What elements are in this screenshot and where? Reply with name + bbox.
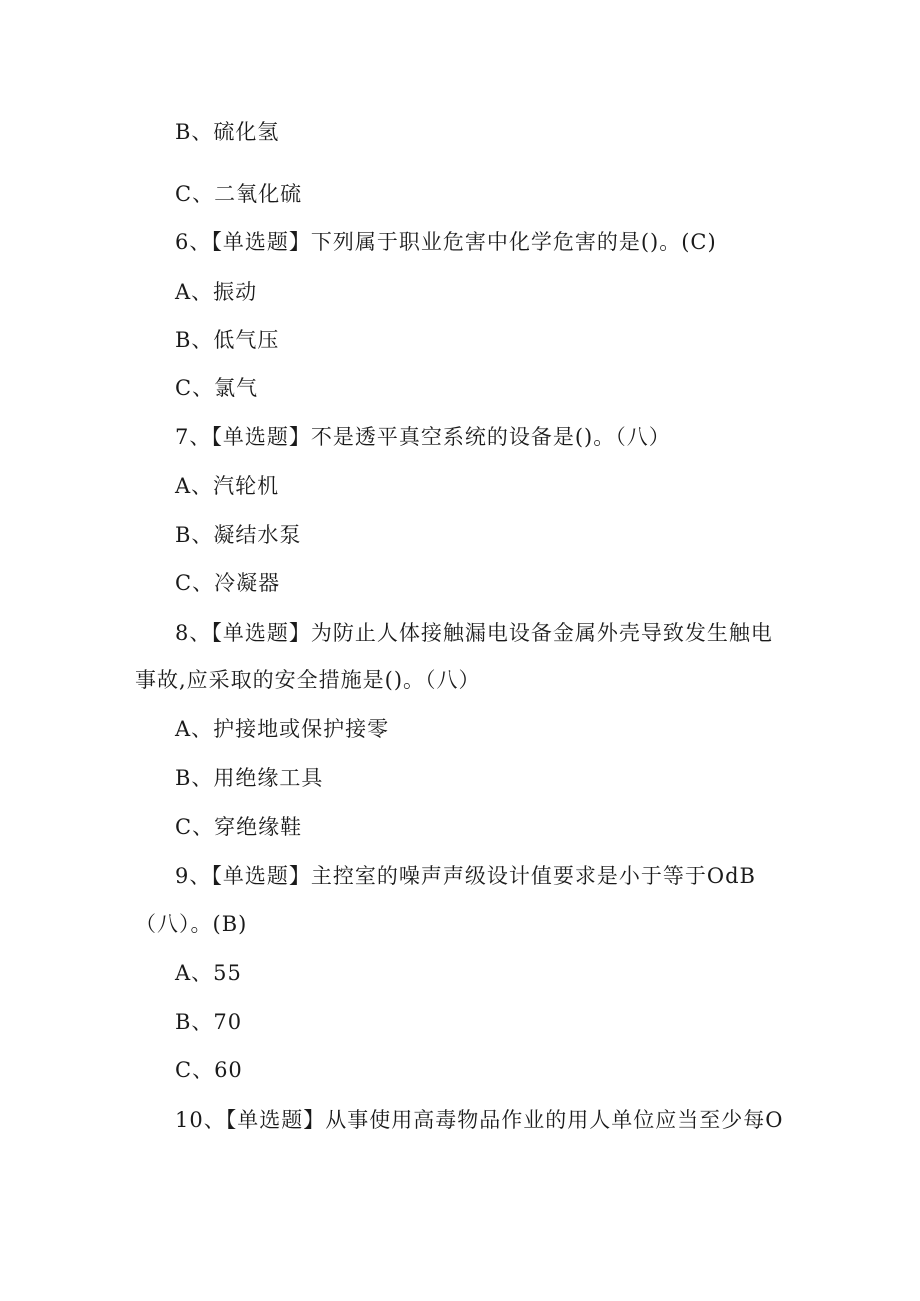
question-7: 7、【单选题】不是透平真空系统的设备是()。（八） (175, 425, 671, 449)
question-9-continuation: （八）。(B) (135, 912, 248, 936)
question-8-continuation: 事故,应采取的安全措施是()。（八） (135, 668, 481, 692)
question-10: 10、【单选题】从事使用高毒物品作业的用人单位应当至少每O (175, 1108, 784, 1132)
question-6: 6、【单选题】下列属于职业危害中化学危害的是()。(C) (175, 230, 717, 254)
question-9: 9、【单选题】主控室的噪声声级设计值要求是小于等于OdB (175, 864, 756, 888)
option-b-q7: B、凝结水泵 (175, 523, 302, 547)
option-a-q7: A、汽轮机 (175, 474, 280, 498)
option-a-q6: A、振动 (175, 280, 258, 304)
option-c-q7: C、冷凝器 (175, 571, 281, 595)
option-a-q8: A、护接地或保护接零 (175, 717, 390, 741)
option-c-q8: C、穿绝缘鞋 (175, 815, 303, 839)
question-8: 8、【单选题】为防止人体接触漏电设备金属外壳导致发生触电 (175, 621, 773, 645)
option-b-q8: B、用绝缘工具 (175, 766, 324, 790)
option-c-q9: C、60 (175, 1058, 243, 1082)
option-b-q5: B、硫化氢 (175, 120, 280, 144)
option-a-q9: A、55 (175, 961, 242, 985)
option-c-q6: C、氯气 (175, 376, 259, 400)
option-c-q5: C、二氧化硫 (175, 182, 303, 206)
option-b-q9: B、70 (175, 1010, 243, 1034)
option-b-q6: B、低气压 (175, 328, 280, 352)
